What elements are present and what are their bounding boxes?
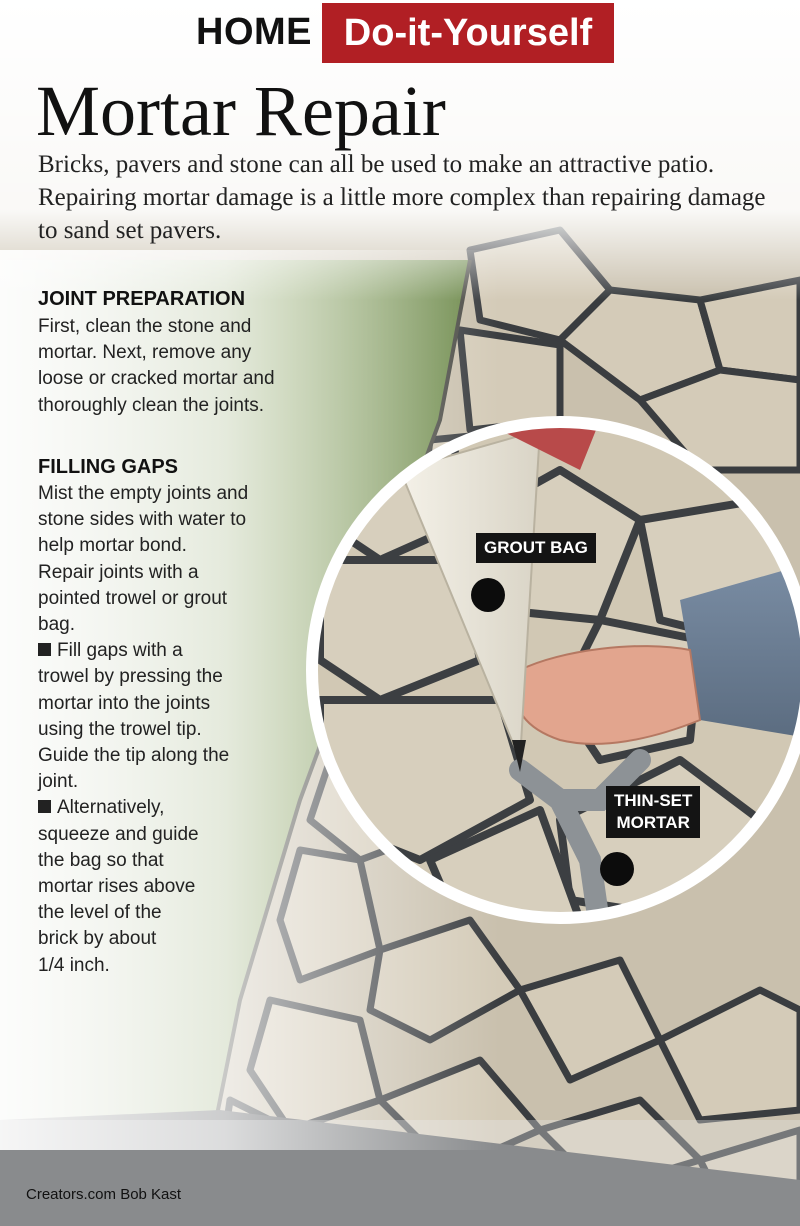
- text-line: squeeze and guide: [38, 823, 199, 845]
- text-line: help mortar bond.: [38, 535, 187, 557]
- text-line: trowel by pressing the: [38, 666, 223, 688]
- callout-pin: [600, 852, 634, 886]
- bullet-item: [38, 795, 248, 978]
- text-line: 1/4 inch.: [38, 954, 110, 976]
- text-line: loose or cracked mortar and: [38, 368, 275, 390]
- text-line: joint.: [38, 771, 79, 793]
- callout-grout-bag: GROUT BAG: [476, 533, 596, 563]
- callout-thinset-mortar: [606, 786, 700, 838]
- callout-line: THIN-SET: [614, 791, 693, 810]
- bullet-item: [38, 638, 248, 795]
- text-line: the level of the: [38, 902, 162, 924]
- page-title: Mortar Repair: [36, 71, 446, 151]
- text-line: mortar into the joints: [38, 692, 211, 714]
- home-label: HOME: [196, 11, 312, 53]
- text-line: brick by about: [38, 928, 157, 950]
- section-body-joint-preparation: [38, 314, 275, 419]
- text-line: mortar rises above: [38, 876, 196, 898]
- text-line: the bag so that: [38, 849, 164, 871]
- text-line: stone sides with water to: [38, 509, 247, 531]
- text-line: pointed trowel or grout: [38, 587, 228, 609]
- text-line: using the trowel tip.: [38, 718, 202, 740]
- hand: [516, 646, 700, 744]
- text-line: Repair joints with a: [38, 561, 199, 583]
- text-line: Mist the empty joints and: [38, 483, 249, 504]
- credit-line: Creators.com Bob Kast: [26, 1186, 182, 1203]
- text-line: Alternatively,: [57, 797, 165, 819]
- text-line: thoroughly clean the joints.: [38, 394, 265, 416]
- text-line: bag.: [38, 614, 75, 636]
- text-line: mortar. Next, remove any: [38, 342, 252, 364]
- text-line: First, clean the stone and: [38, 316, 252, 337]
- text-line: Guide the tip along the: [38, 745, 230, 767]
- callout-line: MORTAR: [616, 813, 690, 832]
- text-line: Fill gaps with a: [57, 640, 183, 662]
- square-bullet-icon: [38, 800, 51, 813]
- intro-text: Bricks, pavers and stone can all be used to make an attractive patio. Repairing mortar damage is a little more complex than repairing damage to sand set pavers.: [38, 151, 766, 244]
- section-badge: Do-it-Yourself: [343, 12, 593, 54]
- section-heading-joint-preparation: JOINT PREPARATION: [38, 288, 246, 310]
- section-body-filling-gaps: [38, 481, 248, 979]
- square-bullet-icon: [38, 643, 51, 656]
- header: [0, 0, 800, 70]
- callout-pin: [471, 578, 505, 612]
- section-heading-filling-gaps: FILLING GAPS: [38, 456, 178, 478]
